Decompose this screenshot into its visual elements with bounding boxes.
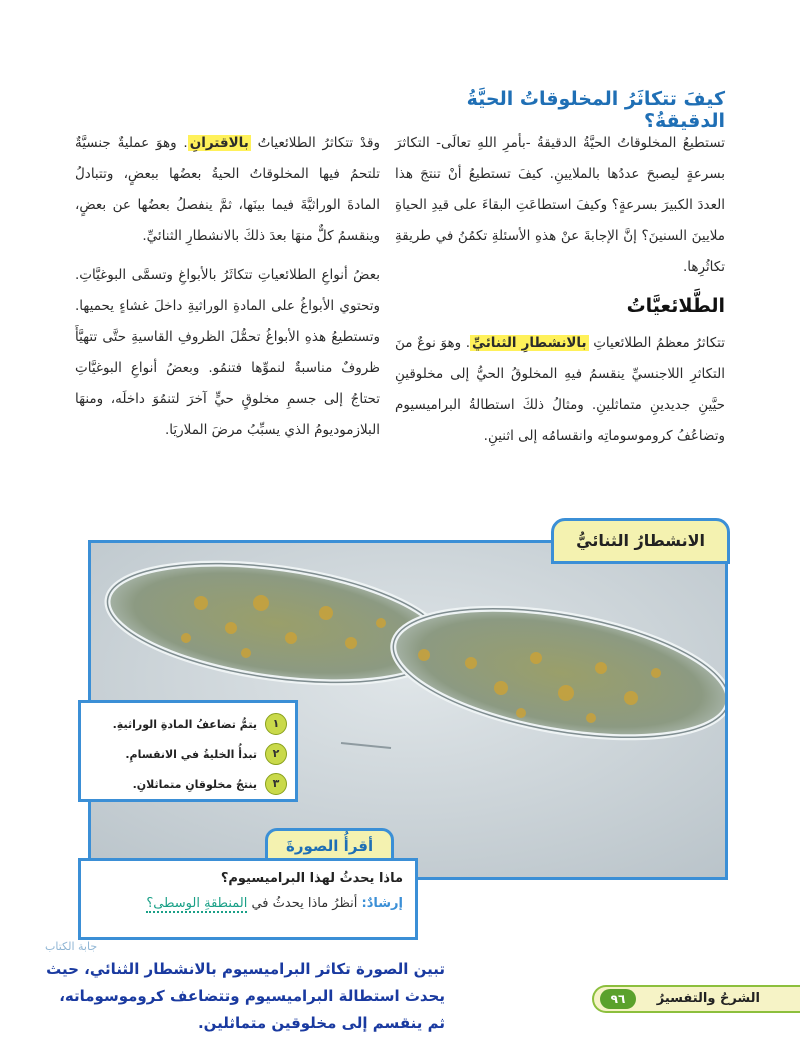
handwritten-answer: تبين الصورة تكاثر البراميسيوم بالانشطار الثنائي، حيث يحدث استطالة البراميسيوم وتتضاعف كروموسوماته، ثم ينقسم إلى مخلوقين متماثلين. bbox=[46, 960, 445, 1032]
read-figure-question: ماذا يحدثُ لهذا البراميسيوم؟ bbox=[220, 871, 403, 886]
highlighted-term-conjugation: بالاقترانِ bbox=[189, 135, 249, 151]
protists-subheading: الطَّلائعيَّاتُ bbox=[626, 295, 725, 317]
list-item bbox=[89, 709, 287, 739]
list-item bbox=[89, 739, 287, 769]
spores-paragraph: بعضُ أنواعِ الطلائعياتِ تتكاثَرُ بالأبواغِ وتسمَّى البوغيَّاتِ. وتحتوي الأبواغُ على المادةِ الوراثيةِ داخلَ غشاءٍ يحميها. وتستطيعُ هذهِ الأبواغُ تحمُّلَ الظروفِ القاسيةِ حتَّى تتهيَّأَ ظروفٌ مناسبةٌ لنموِّها فتنمُو. وبعضُ أنواعِ البوغيَّاتِ تحتاجُ إلى جسمِ مخلوقٍ حيٍّ آخرَ لتنمُوَ داخلَه، ومنهَا البلازموديومُ الذي يسبِّبُ مرضَ الملاريَا. bbox=[75, 267, 380, 438]
read-figure-box bbox=[78, 858, 418, 940]
paragraph-text: . وهوَ نوعٌ منَ التكاثرِ اللاجنسيِّ ينقسمُ فيهِ المخلوقُ الحيُّ إلى مخلوقينِ حيَّينِ جديدينِ متماثلينِ. ومثالُ ذلكَ استطالةُ البراميسيوم وتضاعُفُ كروموسوماتِه وانقسامُه إلى اثنينِ. bbox=[395, 335, 725, 444]
paragraph-text: تتكاثرُ معظمُ الطلائعياتِ bbox=[588, 335, 725, 351]
read-figure-hint bbox=[93, 896, 403, 911]
hint-text: أنظرُ ماذا يحدثُ في bbox=[247, 896, 362, 911]
step-number-badge: ٣ bbox=[265, 773, 287, 795]
page-footer bbox=[592, 985, 800, 1013]
step-text: يتمُّ تضاعفُ المادةِ الوراثيةِ. bbox=[112, 717, 257, 731]
page-number: ٩٦ bbox=[600, 989, 636, 1009]
highlighted-term-binary-fission: بالانشطارِ الثنائيِّ bbox=[472, 335, 587, 351]
step-text: تبدأُ الخليةُ في الانقسامِ. bbox=[125, 747, 257, 761]
binary-fission-paragraph bbox=[395, 328, 725, 452]
footer-label: الشرحُ والتفسيرُ bbox=[656, 991, 760, 1006]
step-text: ينتجُ مخلوقانِ متماثلانِ. bbox=[132, 777, 257, 791]
intro-paragraph: تستطيعُ المخلوقاتُ الحيَّةُ الدقيقةُ -بأمرِ اللهِ تعالَى- التكاثرَ بسرعةٍ ليصبحَ عددُها بالملايينِ. كيفَ تستطيعُ أنْ تنتجَ هذا العددَ الكبيرَ بسرعةٍ؟ وكيفَ استطاعَتِ البقاءَ على قيدِ الحياةِ ملايينَ السنينَ؟ إنَّ الإجابةَ عنْ هذهِ الأسئلةِ تكمُنُ في طريقةِ تكاثُرِها. bbox=[395, 135, 725, 275]
right-text-column bbox=[395, 128, 725, 460]
paragraph-text: . وهوَ عمليةٌ جنسيَّةٌ تلتحمُ فيها المخلوقاتُ الحيةُ بعضُها ببعضٍ، وتتبادلُ المادةَ الوراثيَّةَ فيما بينَها، ثمَّ ينفصلُ بعضُها عن بعضٍ، وينقسمُ كلٌّ منهَا بعدَ ذلكَ بالانشطارِ الثنائيِّ. bbox=[75, 135, 380, 244]
paragraph-text: وقدْ تتكاثرُ الطلائعياتُ bbox=[250, 135, 380, 151]
hint-label: إرشادٌ: bbox=[361, 896, 403, 911]
left-text-column bbox=[75, 128, 380, 454]
step-number-badge: ٢ bbox=[265, 743, 287, 765]
conjugation-paragraph bbox=[75, 128, 380, 252]
read-figure-tab: أقرأُ الصورةَ bbox=[265, 828, 394, 864]
hint-dotted-term: المنطقةِ الوسطى؟ bbox=[146, 896, 248, 911]
step-number-badge: ١ bbox=[265, 713, 287, 735]
list-item bbox=[89, 769, 287, 799]
figure-title-tab: الانشطارُ الثنائيُّ bbox=[551, 518, 730, 564]
section-heading: كيفَ تتكاثَرُ المخلوقاتُ الحيَّةُ الدقيقةُ؟ bbox=[466, 88, 725, 132]
fission-steps-box bbox=[78, 700, 298, 802]
faded-caption: جابة الكتاب bbox=[45, 940, 98, 953]
